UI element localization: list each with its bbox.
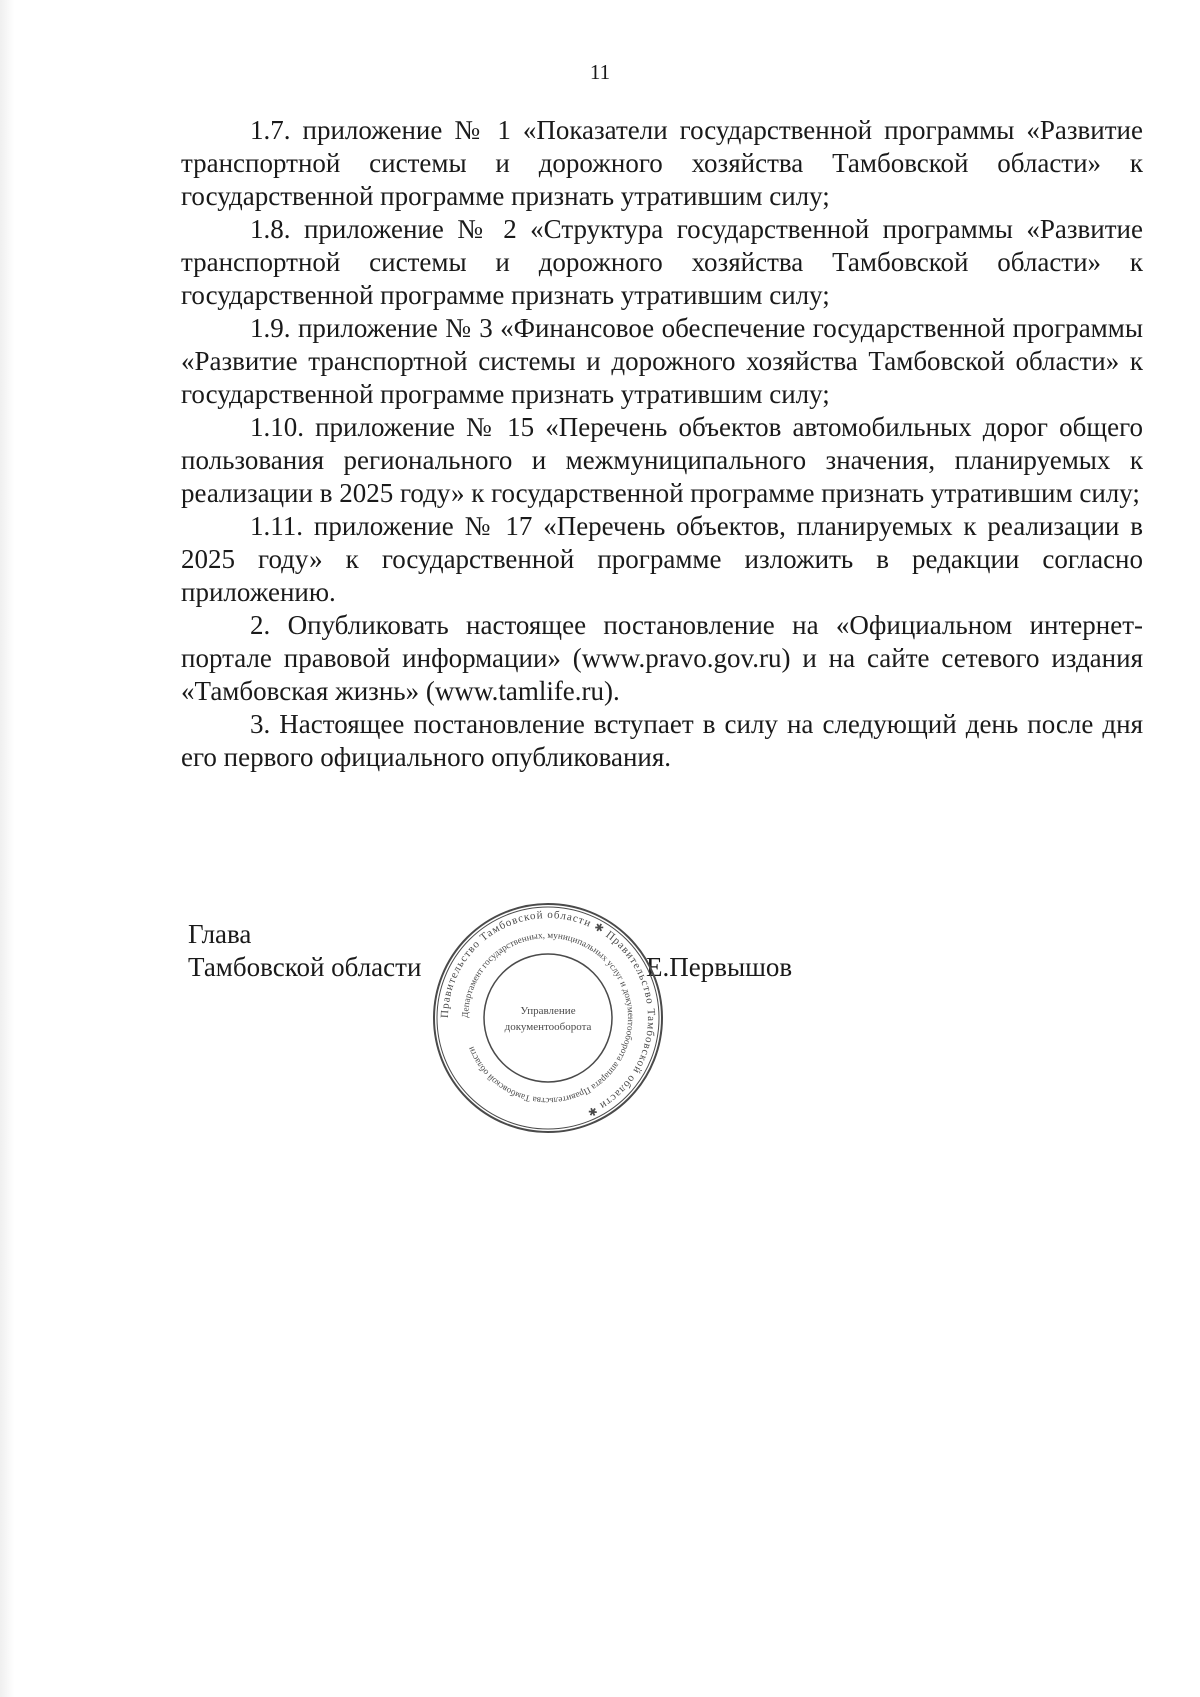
signatory-position-line-1: Глава (188, 919, 252, 949)
signatory-position-line-2: Тамбовской области (188, 952, 422, 982)
svg-text:Департамент государственных, м (460, 930, 636, 1106)
document-body (181, 114, 1143, 774)
stamp-inner-circle (484, 954, 612, 1082)
paragraph-1-9: 1.9. приложение № 3 «Финансовое обеспечение государственной программы «Развитие транспортной системы и дорожного хозяйства Тамбовской области» к государственной программе признать утратившим силу; (181, 313, 1143, 409)
stamp-middle-circle (437, 907, 659, 1129)
scan-edge-shadow (0, 0, 14, 1697)
paragraph-2: 2. Опубликовать настоящее постановление на «Официальном интернет-портале правовой информации» (www.pravo.gov.ru) и на сайте сетевого издания «Тамбовская жизнь» (www.tamlife.ru). (181, 610, 1143, 706)
stamp-center-line-1: Управление (520, 1005, 576, 1017)
signatory-name: Е.Первышов (646, 952, 793, 982)
paragraph-1-11: 1.11. приложение № 17 «Перечень объектов, планируемых к реализации в 2025 году» к государственной программе изложить в редакции согласно приложению. (181, 511, 1143, 607)
paragraph-3: 3. Настоящее постановление вступает в силу на следующий день после дня его первого официального опубликования. (181, 709, 1143, 772)
paragraph-1-10: 1.10. приложение № 15 «Перечень объектов автомобильных дорог общего пользования регионального и межмуниципального значения, планируемых к реализации в 2025 году» к государственной программе признать утратившим силу; (181, 412, 1143, 508)
paragraph-1-8: 1.8. приложение № 2 «Структура государственной программы «Развитие транспортной системы и дорожного хозяйства Тамбовской области» к государственной программе признать утратившим силу; (181, 214, 1143, 310)
paragraph-1-7: 1.7. приложение № 1 «Показатели государственной программы «Развитие транспортной системы и дорожного хозяйства Тамбовской области» к государственной программе признать утратившим силу; (181, 115, 1143, 211)
stamp-outer-ring-text: Правительство Тамбовской области ✱ Правительство Тамбовской области ✱ (438, 908, 658, 1119)
stamp-center-line-2: документооборота (504, 1021, 592, 1033)
page-number: 11 (589, 60, 611, 84)
official-stamp (430, 900, 666, 1136)
stamp-inner-ring-text: Департамент государственных, муниципальных услуг и документооборота аппарата Правительства Тамбовской области (459, 929, 637, 1107)
